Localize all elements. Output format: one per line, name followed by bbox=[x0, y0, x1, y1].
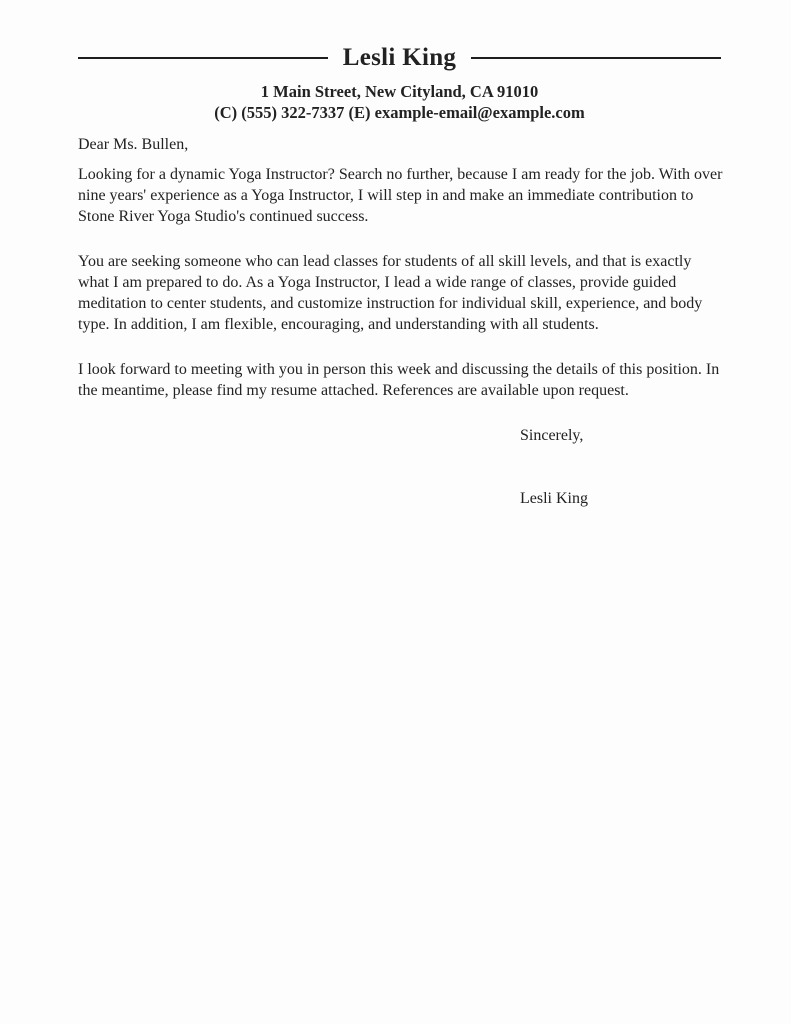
letter-header bbox=[78, 44, 721, 123]
paragraph-qualifications: You are seeking someone who can lead classes for students of all skill levels, and that is exactly what I am prepared to do. As a Yoga Instructor, I lead a wide range of classes, provide guided meditation to center students, and customize instruction for individual skill, experience, and body type. In addition, I am flexible, encouraging, and understanding with all students. bbox=[78, 253, 703, 333]
salutation: Dear Ms. Bullen, bbox=[78, 136, 189, 153]
signature-name: Lesli King bbox=[520, 490, 588, 507]
name-row bbox=[78, 44, 721, 72]
right-rule-line bbox=[471, 57, 721, 59]
paragraph-intro: Looking for a dynamic Yoga Instructor? Search no further, because I am ready for the job. With over nine years' experience as a Yoga Instructor, I will step in and make an immediate contribution to Stone River Yoga Studio's continued success. bbox=[78, 166, 723, 225]
closing-block bbox=[520, 425, 723, 509]
address-line: 1 Main Street, New Cityland, CA 91010 bbox=[260, 82, 539, 101]
closing-phrase: Sincerely, bbox=[520, 427, 584, 444]
left-rule-line bbox=[78, 57, 328, 59]
contact-line: (C) (555) 322-7337 (E) example-email@example.com bbox=[214, 103, 585, 122]
letter-body bbox=[78, 134, 723, 509]
paragraph-followup: I look forward to meeting with you in person this week and discussing the details of this position. In the meantime, please find my resume attached. References are available upon request. bbox=[78, 361, 720, 399]
author-name: Lesli King bbox=[342, 44, 457, 71]
